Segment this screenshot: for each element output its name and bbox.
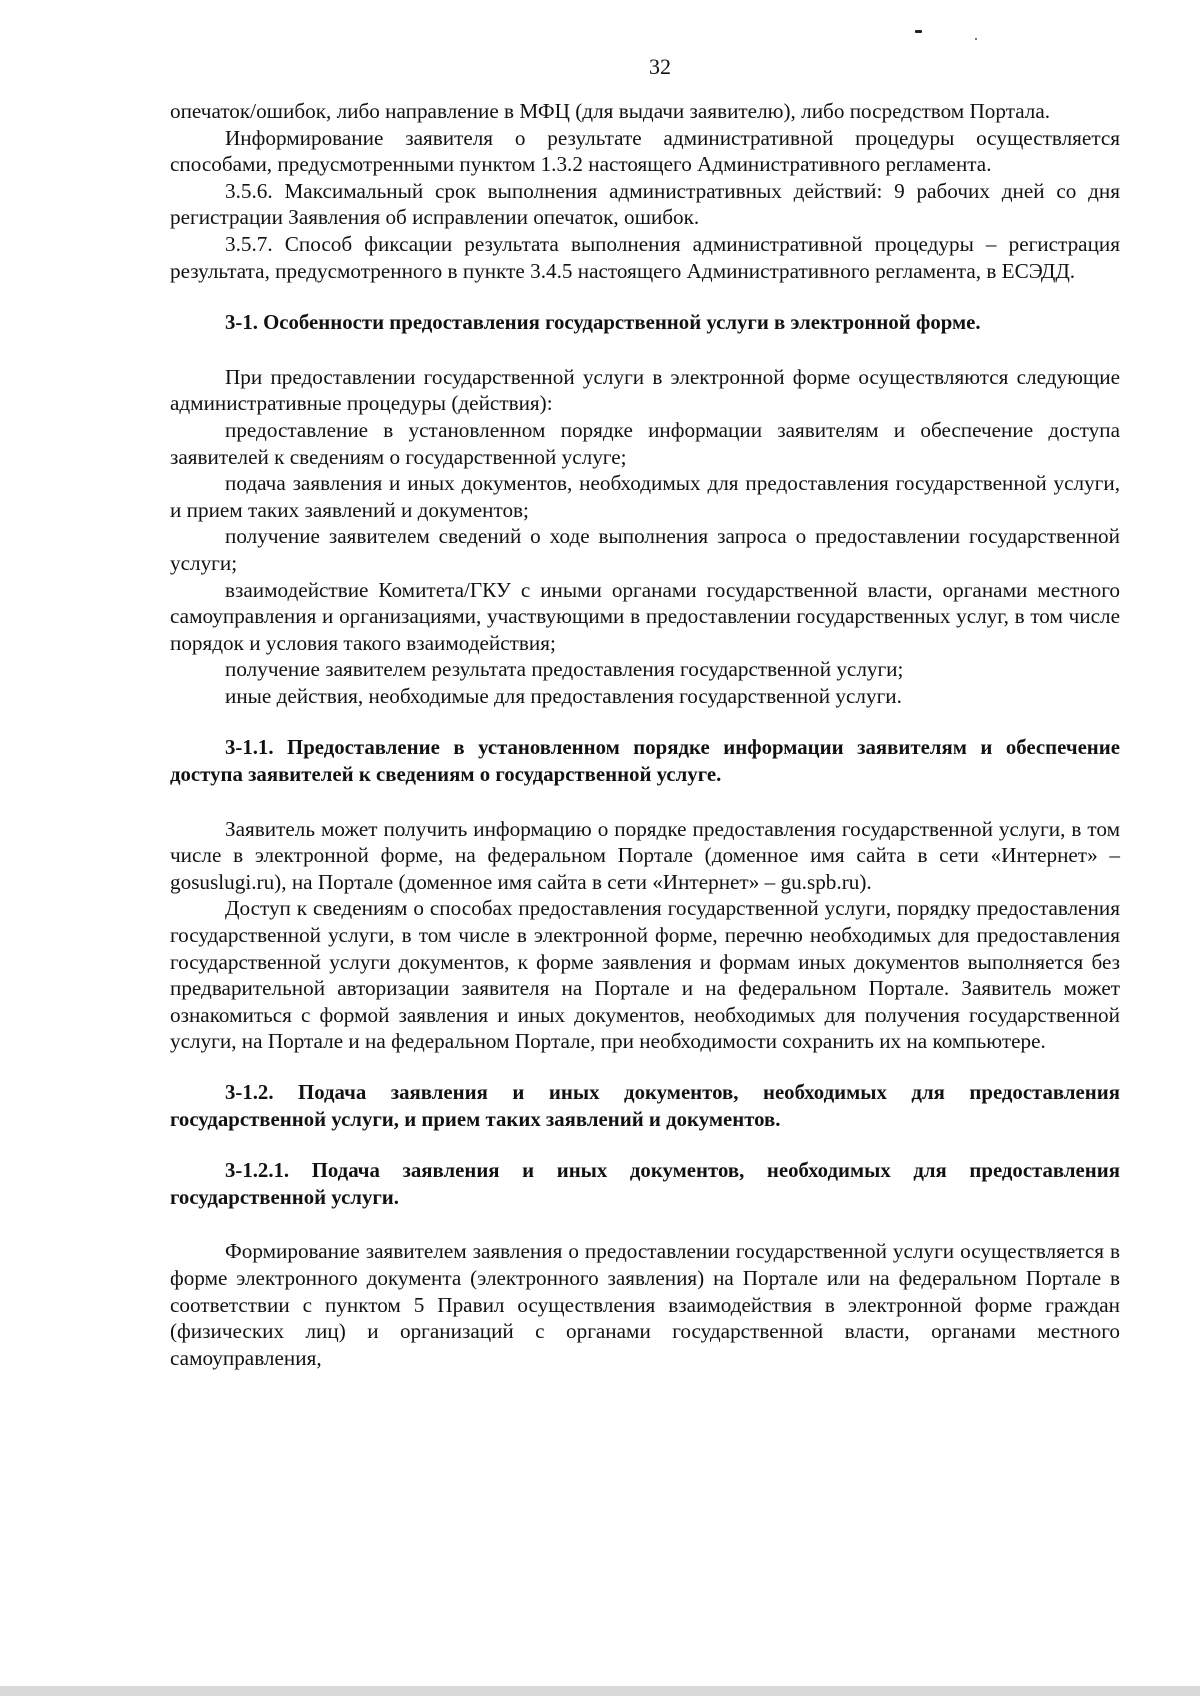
list-item: получение заявителем сведений о ходе выполнения запроса о предоставлении государственной услуги; — [170, 524, 1120, 575]
paragraph: Доступ к сведениям о способах предоставления государственной услуги, порядку предоставления государственной услуги, в том числе в электронной форме, перечню необходимых для предоставления государственной услуги документов, к форме заявления и формам иных документов выполняется без предварительной авторизации заявителя на Портале и на федеральном Портале. Заявитель может ознакомиться с формой заявления и иных документов, необходимых для получения государственной услуги, на Портале и на федеральном Портале, при необходимости сохранить их на компьютере. — [170, 896, 1120, 1054]
scan-artifact — [975, 38, 977, 40]
scan-artifact — [915, 30, 922, 33]
paragraph: 3.5.7. Способ фиксации результата выполнения административной процедуры – регистрация результата, предусмотренного в пункте 3.4.5 настоящего Административного регламента, в ЕСЭДД. — [170, 231, 1120, 283]
list-item: взаимодействие Комитета/ГКУ с иными органами государственной власти, органами местного самоуправления и организациями, участвующими в предоставлении государственных услуг, в том числе порядок и условия такого взаимодействия; — [170, 577, 1120, 655]
scan-edge — [0, 1686, 1200, 1696]
paragraph: Информирование заявителя о результате административной процедуры осуществляется способами, предусмотренными пунктом 1.3.2 настоящего Административного регламента. — [170, 125, 1120, 177]
paragraph: Формирование заявителем заявления о предоставлении государственной услуги осуществляется в форме электронного документа (электронного заявления) на Портале или на федеральном Портале в соответствии с пунктом 5 Правил осуществления взаимодействия в электронной форме граждан (физических лиц) и организаций с органами государственной власти, органами местного самоуправления, — [170, 1239, 1120, 1370]
section-heading: 3-1.2. Подача заявления и иных документов, необходимых для предоставления государственной услуги, и прием таких заявлений и документов. — [170, 1081, 1120, 1131]
document-body — [170, 98, 1120, 1371]
list-item: иные действия, необходимые для предоставления государственной услуги. — [225, 683, 902, 708]
page-number: 32 — [649, 54, 671, 79]
paragraph: опечаток/ошибок, либо направление в МФЦ (для выдачи заявителю), либо посредством Портала. — [170, 99, 1051, 123]
paragraph: При предоставлении государственной услуги в электронной форме осуществляются следующие административные процедуры (действия): — [170, 364, 1120, 416]
section-heading: 3-1.2.1. Подача заявления и иных документов, необходимых для предоставления государственной услуги. — [170, 1159, 1120, 1209]
paragraph: 3.5.6. Максимальный срок выполнения административных действий: 9 рабочих дней со дня регистрации Заявления об исправлении опечаток, ошибок. — [170, 178, 1120, 230]
list-item: подача заявления и иных документов, необходимых для предоставления государственной услуги, и прием таких заявлений и документов; — [170, 471, 1120, 522]
list-item: получение заявителем результата предоставления государственной услуги; — [225, 657, 904, 682]
section-heading: 3-1. Особенности предоставления государственной услуги в электронной форме. — [225, 311, 981, 335]
section-heading: 3-1.1. Предоставление в установленном порядке информации заявителям и обеспечение доступа заявителей к сведениям о государственной услуге. — [170, 736, 1120, 787]
paragraph: Заявитель может получить информацию о порядке предоставления государственной услуги, в том числе в электронной форме, на федеральном Портале (доменное имя сайта в сети «Интернет» – gosuslugi.ru), на Портале (доменное имя сайта в сети «Интернет» – gu.spb.ru). — [170, 816, 1120, 894]
list-item: предоставление в установленном порядке информации заявителям и обеспечение доступа заявителей к сведениям о государственной услуге; — [170, 417, 1120, 469]
